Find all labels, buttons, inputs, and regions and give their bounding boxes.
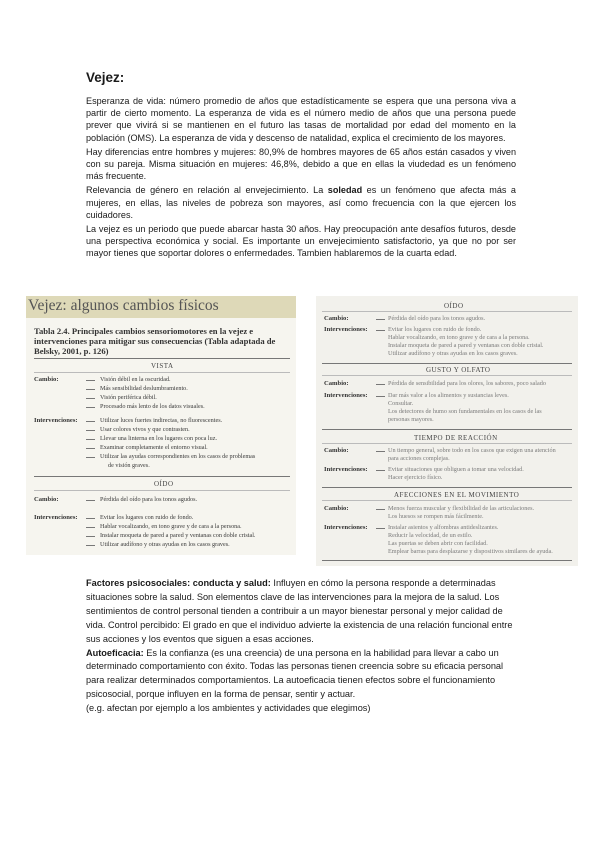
r-oido-header: OÍDO <box>444 302 464 310</box>
r-oido-intervencion-item: Hablar vocalizando, en tono grave y de cara a la persona. <box>388 334 530 341</box>
scan-left-caption: Tabla 2.4. Principales cambios sensoriomotores en la vejez e intervenciones para mitigar sus consecuencias (Tabla adaptada de Belsky, 2001, p. 126) <box>34 326 276 356</box>
r-oido-intervencion-item: Evitar los lugares con ruido de fondo. <box>388 326 482 333</box>
autoeficacia-paragraph: Autoeficacia: Es la confianza (es una creencia) de una persona en la habilidad para llevar a cabo un determinado comportamiento con éxito. Todas las personas tienen creencia sobre su eficacia personal para realizar determinados comportamientos. La autoeficacia tienen efectos sobre el funcionamiento psicosocial, porque influyen en la forma de pensar, sentir y actuar. <box>86 647 504 700</box>
gusto-intervencion-item: Dar más valor a los alimentos y sustancias leves. <box>388 392 509 399</box>
autoeficacia-example: (e.g. afectan por ejemplo a los ambientes y actividades que elegimos) <box>86 703 371 714</box>
reaccion-intervencion-item: Evitar situaciones que obliguen a tomar una velocidad. <box>388 466 524 473</box>
vista-intervencion-item: Llevar una linterna en los lugares con poca luz. <box>100 435 218 442</box>
movimiento-cambio-label: Cambio: <box>324 505 349 512</box>
intro-text-block <box>86 95 516 262</box>
reaccion-intervenciones-label: Intervenciones: <box>324 466 368 473</box>
oido-intervenciones-label: Intervenciones: <box>34 514 78 521</box>
movimiento-header: AFECCIONES EN EL MOVIMIENTO <box>394 491 520 499</box>
scanned-table-right <box>316 296 578 566</box>
oido-intervencion-item: Evitar los lugares con ruido de fondo. <box>100 514 194 521</box>
gusto-cambio-item: Pérdida de sensibilidad para los olores, los sabores, poco salado <box>388 380 546 387</box>
scanned-table-left <box>26 296 296 555</box>
gusto-cambio-label: Cambio: <box>324 380 349 387</box>
oido-cambio-item: Pérdida del oído para los tonos agudos. <box>100 496 198 503</box>
vista-intervenciones-label: Intervenciones: <box>34 417 78 424</box>
life-expectancy-paragraph: Esperanza de vida: número promedio de años que estadísticamente se espera que una persona viva a partir de cierto momento. La esperanza de vida es el número medio de años que una persona puede prever que vivirá si se mantienen en el futuro las tasas de mortalidad por edad del momento en la población (OMS). La esperanza de vida y descenso de natalidad, explica el crecimiento de los mayores. <box>86 96 516 143</box>
gusto-intervenciones-label: Intervenciones: <box>324 392 368 399</box>
vista-intervencion-item: Examinar completamente el entorno visual. <box>100 444 208 451</box>
psychosocial-text-block <box>86 577 518 716</box>
r-oido-cambio-label: Cambio: <box>324 315 349 322</box>
oido-intervencion-item: Utilizar audífono y otras ayudas en los casos graves. <box>100 541 230 548</box>
movimiento-intervencion-item: Reducir la velocidad, de un estilo. <box>388 532 473 539</box>
r-oido-intervencion-item: Instalar moqueta de pared a pared y ventanas con doble cristal. <box>388 342 544 349</box>
r-oido-intervenciones-label: Intervenciones: <box>324 326 368 333</box>
movimiento-intervenciones-label: Intervenciones: <box>324 524 368 531</box>
gusto-header: GUSTO Y OLFATO <box>426 366 491 374</box>
movimiento-cambio-item: Menos fuerza muscular y flexibilidad de las articulaciones. <box>388 505 535 512</box>
vista-intervencion-item: Usar colores vivos y que contrasten. <box>100 426 190 433</box>
gender-relevance-paragraph: Relevancia de género en relación al envejecimiento. La soledad es un fenómeno que afecta más a mujeres, en ellas, las niveles de pobreza son mayores, así como frecuencia con la que ejercen los cuidadores. <box>86 185 516 220</box>
gusto-intervencion-item: Los detectores de humo son fundamentales en los casos de las <box>388 408 542 415</box>
vista-intervencion-item: Utilizar luces fuertes indirectas, no fluorescentes. <box>100 417 223 424</box>
vista-cambio-item: Visión débil en la oscuridad. <box>100 376 171 383</box>
movimiento-intervencion-item: Las puertas se deben abrir con facilidad. <box>388 540 488 547</box>
vista-cambio-label: Cambio: <box>34 376 59 383</box>
movimiento-intervencion-item: Emplear barras para desplazarse y dispositivos similares de ayuda. <box>388 548 553 555</box>
vista-cambio-item: Visión periférica débil. <box>100 394 157 401</box>
factores-paragraph: Factores psicosociales: conducta y salud: Influyen en cómo la persona responde a determinadas situaciones sobre la salud. Son elementos clave de las intervenciones para la mejora de la salud. Los sentimientos de control personal tienden a contribuir a un mayor bienestar personal y mejor calidad de vida. Control percibido: El grado en que el individuo advierte la existencia de una relación funcional entre sus acciones y los eventos que siguen a esas acciones. <box>86 578 513 644</box>
gusto-intervencion-item: personas mayores. <box>388 416 434 423</box>
vista-cambio-item: Más sensibilidad deslumbramiento. <box>100 385 188 392</box>
oido-cambio-label: Cambio: <box>34 496 59 503</box>
vista-header: VISTA <box>151 362 174 370</box>
r-oido-cambio-item: Pérdida del oído para los tonos agudos. <box>388 315 486 322</box>
vista-intervencion-item: Utilizar las ayudas correspondientes en los casos de problemas <box>100 453 256 460</box>
reaccion-intervencion-item: Hacer ejercicio físico. <box>388 474 443 481</box>
r-oido-intervencion-item: Utilizar audífono y otras ayudas en los casos graves. <box>388 350 518 357</box>
old-age-period-paragraph: La vejez es un periodo que puede abarcar hasta 30 años. Hay preocupación ante desafíos futuros, desde una perspectiva económica y social. Es importante un envejecimiento satisfactorio, ya que no por ser mayor tienes que soportar dolores o enfermedades. Tambien hablaremos de la cuarta edad. <box>86 224 516 259</box>
scan-left-title: Vejez: algunos cambios físicos <box>28 297 219 314</box>
oido-intervencion-item: Instalar moqueta de pared a pared y ventanas con doble cristal. <box>100 532 256 539</box>
reaccion-header: TIEMPO DE REACCIÓN <box>414 434 498 442</box>
page-title: Vejez: <box>86 70 125 85</box>
reaccion-cambio-item: para acciones complejas. <box>388 455 450 462</box>
gusto-intervencion-item: Consultar. <box>388 400 414 407</box>
oido-header: OÍDO <box>154 480 174 488</box>
vista-intervencion-item: de visión graves. <box>108 462 150 469</box>
oido-intervencion-item: Hablar vocalizando, en tono grave y de cara a la persona. <box>100 523 242 530</box>
reaccion-cambio-label: Cambio: <box>324 447 349 454</box>
reaccion-cambio-item: Un tiempo general, sobre todo en los casos que exigen una atención <box>388 447 556 454</box>
movimiento-cambio-item: Los huesos se rompen más fácilmente. <box>388 513 484 520</box>
vista-cambio-item: Procesado más lento de los datos visuales. <box>100 403 205 410</box>
movimiento-intervencion-item: Instalar asientos y alfombras antideslizantes. <box>388 524 499 531</box>
gender-stats-paragraph: Hay diferencias entre hombres y mujeres: 80,9% de hombres mayores de 65 años están casados y viven con su pareja. Misma situación en mujeres: 46,8%, debido a que en ellas la viudedad es un fenómeno más frecuente. <box>86 146 516 182</box>
